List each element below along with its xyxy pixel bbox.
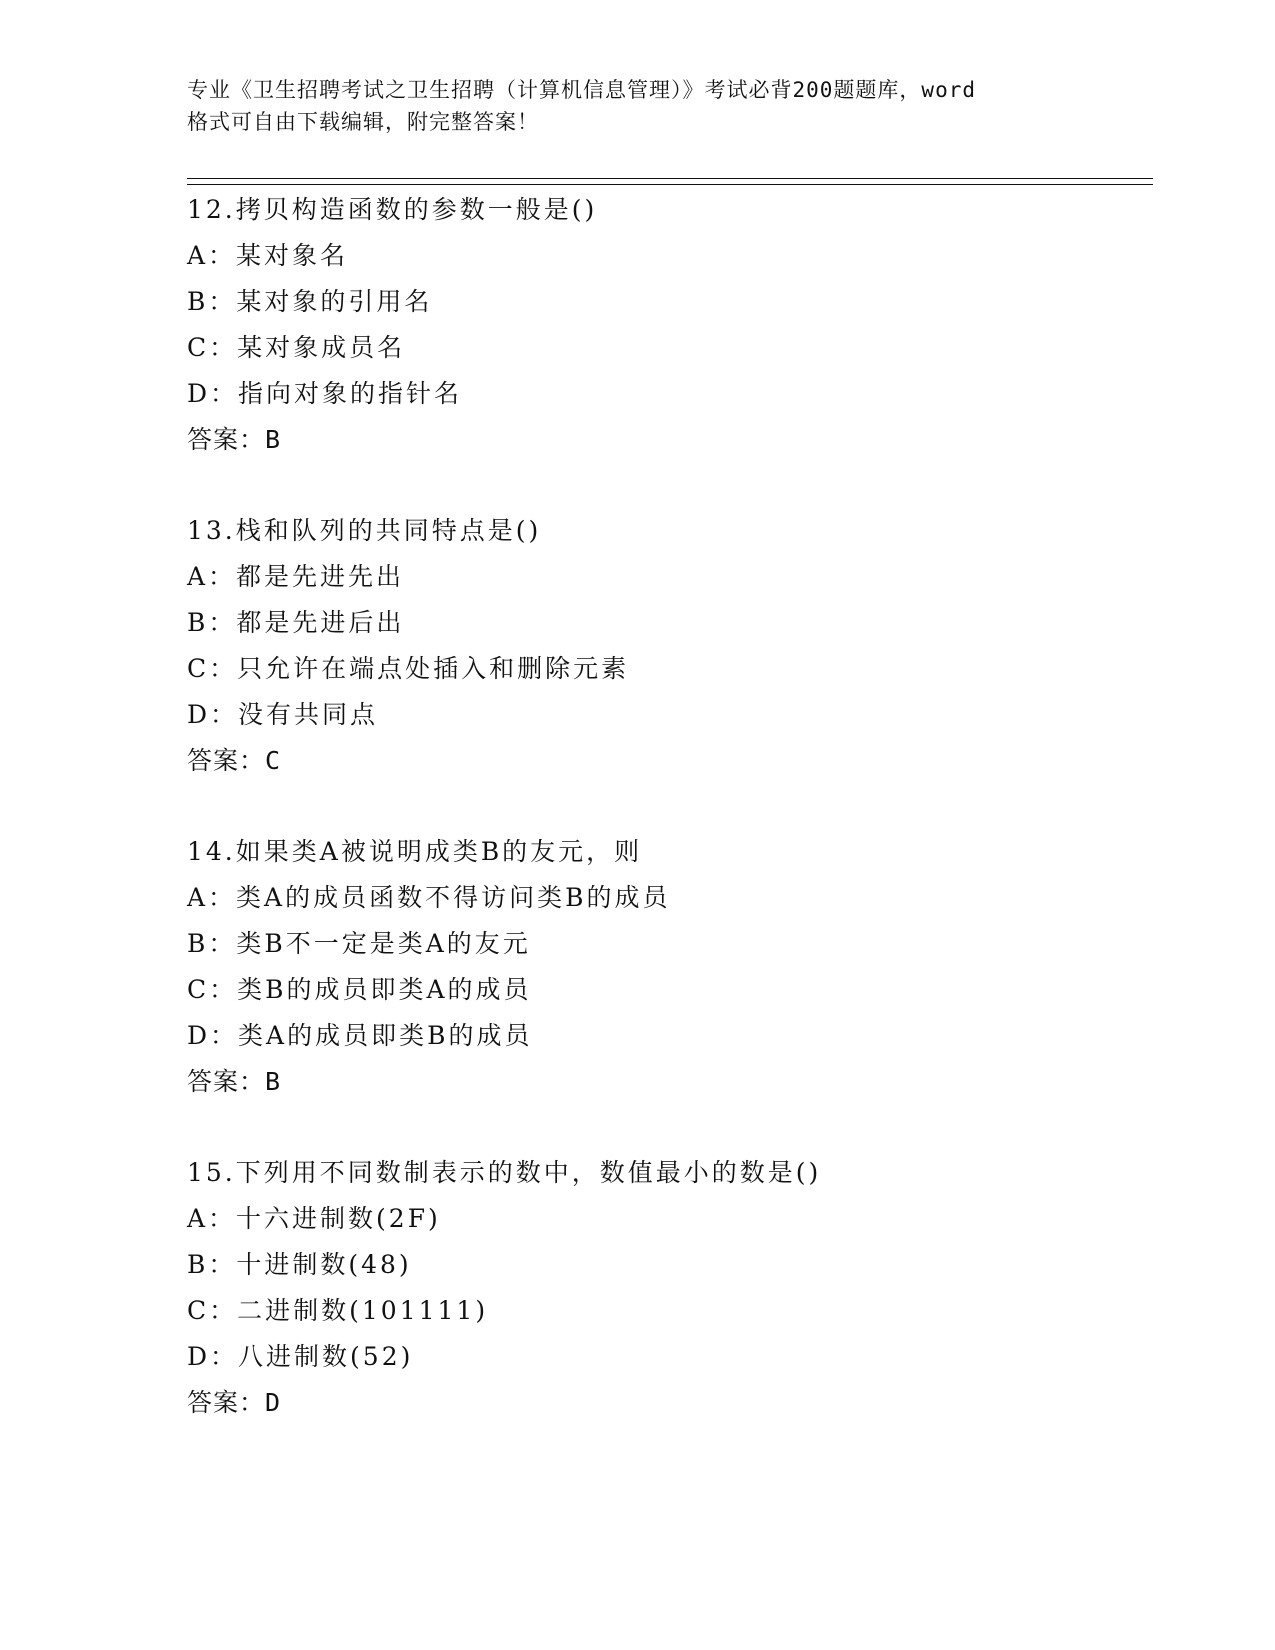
answer-line bbox=[187, 1059, 1147, 1105]
document-header bbox=[187, 74, 1087, 138]
header-line-2: 格式可自由下载编辑，附完整答案！ bbox=[187, 110, 539, 134]
question-12 bbox=[187, 187, 1147, 463]
question-list bbox=[187, 187, 1147, 1471]
option-a: A：都是先进先出 bbox=[187, 562, 405, 591]
answer-label: 答案： bbox=[187, 425, 266, 454]
option-c: C：某对象成员名 bbox=[187, 333, 406, 362]
question-stem: 15.下列用不同数制表示的数中，数值最小的数是() bbox=[187, 1158, 822, 1187]
option-c: C：只允许在端点处插入和删除元素 bbox=[187, 654, 630, 683]
option-d: D：没有共同点 bbox=[187, 700, 379, 729]
option-d: D：指向对象的指针名 bbox=[187, 379, 463, 408]
answer-line bbox=[187, 738, 1147, 784]
question-stem: 14.如果类A被说明成类B的友元，则 bbox=[187, 837, 643, 866]
option-a: A：某对象名 bbox=[187, 241, 349, 270]
answer-label: 答案： bbox=[187, 1388, 266, 1417]
option-b: B：某对象的引用名 bbox=[187, 287, 433, 316]
header-divider-top bbox=[187, 178, 1153, 179]
question-stem: 12.拷贝构造函数的参数一般是() bbox=[187, 195, 598, 224]
question-13 bbox=[187, 508, 1147, 784]
question-14 bbox=[187, 829, 1147, 1105]
option-d: D：类A的成员即类B的成员 bbox=[187, 1021, 533, 1050]
option-c: C：类B的成员即类A的成员 bbox=[187, 975, 532, 1004]
header-divider-bottom bbox=[187, 184, 1153, 185]
option-d: D：八进制数(52) bbox=[187, 1342, 414, 1371]
question-stem: 13.栈和队列的共同特点是() bbox=[187, 516, 542, 545]
option-a: A：十六进制数(2F) bbox=[187, 1204, 441, 1233]
answer-value: B bbox=[265, 425, 282, 454]
answer-value: C bbox=[265, 746, 282, 775]
option-b: B：十进制数(48) bbox=[187, 1250, 412, 1279]
option-b: B：都是先进后出 bbox=[187, 608, 405, 637]
option-a: A：类A的成员函数不得访问类B的成员 bbox=[187, 883, 671, 912]
header-line-1: 专业《卫生招聘考试之卫生招聘（计算机信息管理）》考试必背200题题库，word bbox=[187, 78, 976, 102]
answer-label: 答案： bbox=[187, 746, 266, 775]
answer-line bbox=[187, 1380, 1147, 1426]
option-c: C：二进制数(101111) bbox=[187, 1296, 489, 1325]
answer-label: 答案： bbox=[187, 1067, 266, 1096]
answer-line bbox=[187, 417, 1147, 463]
answer-value: B bbox=[265, 1067, 282, 1096]
answer-value: D bbox=[265, 1388, 282, 1417]
question-15 bbox=[187, 1150, 1147, 1426]
option-b: B：类B不一定是类A的友元 bbox=[187, 929, 531, 958]
